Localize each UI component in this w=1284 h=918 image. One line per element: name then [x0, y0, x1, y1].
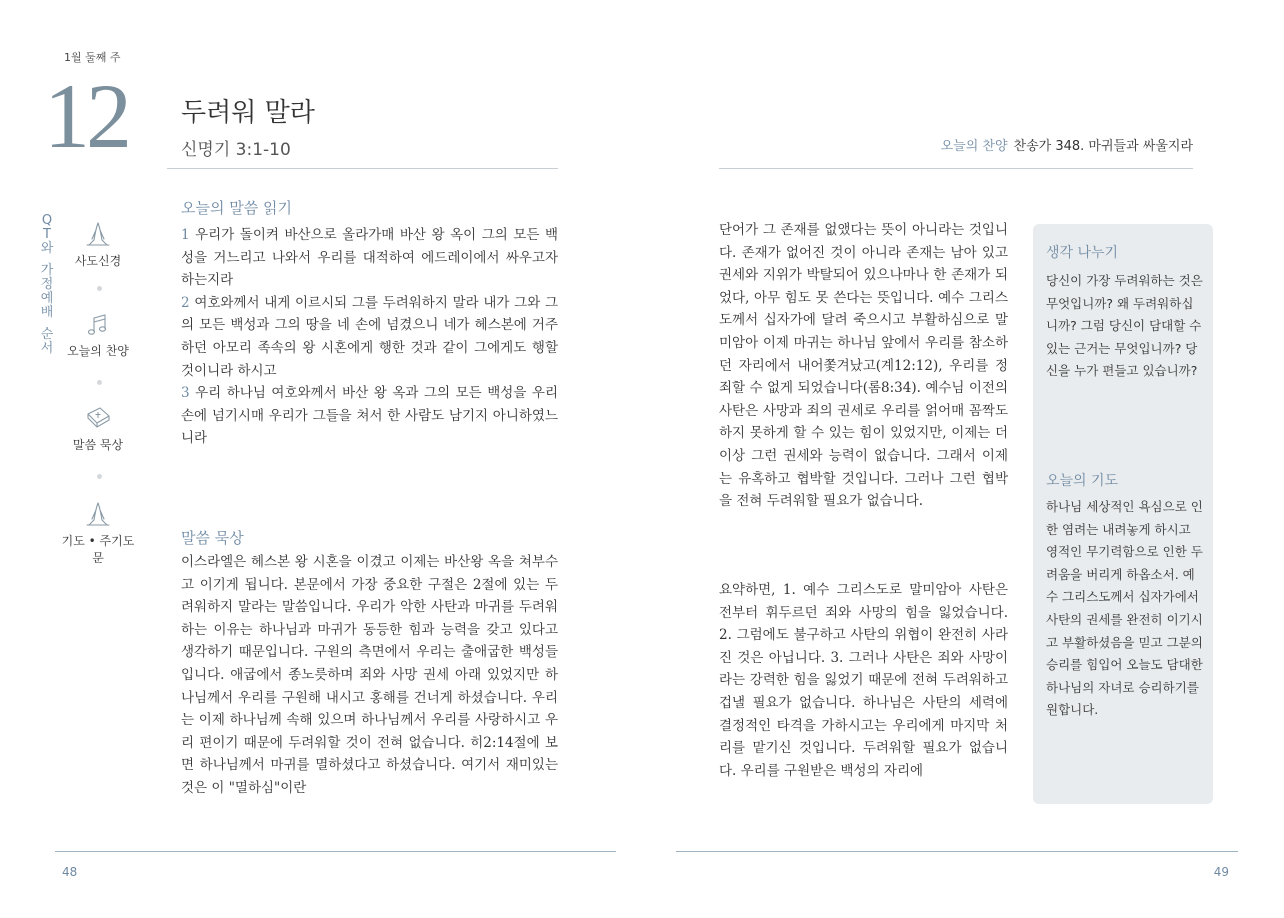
order-step-hymn: [58, 310, 138, 359]
music-note-icon: [83, 310, 113, 338]
meditation-summary: 요약하면, 1. 예수 그리스도로 말미암아 사탄은 전부터 휘두르던 죄와 사망의 힘을 잃었습니다. 2. 그럼에도 불구하고 사탄의 위협이 완전히 사라진 것은 아닙니다. 3. 그러나 사탄은 죄와 사망이라는 강력한 힘을 잃었기 때문에 전혀 두려워하고 겁낼 필요가 없습니다. 하나님은 사탄의 세력에 결정적인 타격을 가하시고는 우리에게 마지막 처리를 맡기신 것입니다. 두려워할 필요가 없습니다. 우리를 구원받은 백성의 자리에: [719, 582, 1008, 779]
share-text: 당신이 가장 두려워하는 것은 무엇입니까? 왜 두려워하십니까? 그럼 당신이 담대할 수 있는 근거는 무엇입니까? 당신을 누가 편들고 있습니까?: [1046, 273, 1203, 379]
order-step-prayer: [58, 500, 138, 566]
order-step-label: 말씀 묵상: [72, 438, 124, 452]
verse: [181, 224, 558, 292]
meditation-continued: 단어가 그 존재를 없앴다는 뜻이 아니라는 것입니다. 존재가 없어진 것이 아니라 존재는 남아 있고 권세와 지위가 박탈되어 있으나마나 한 존재가 되었다, 아무 힘도 못 쓴다는 뜻입니다. 예수 그리스도께서 십자가에 달려 죽으시고 부활하심으로 말미암아 이제 마귀는 하나님 앞에서 우리를 참소하던 자리에서 내어쫓겨났고(계12:12), 우리를 정죄할 수 없게 되었습니다(롬8:34). 예수님 이전의 사탄은 사망과 죄의 권세로 우리를 얽어매 꼼짝도 하지 못하게 할 수 있는 힘이 있었지만, 이제는 더 이상 그런 권세와 능력이 없습니다. 그래서 이제는 유혹하고 협박할 것입니다. 그러나 그런 협박을 전혀 두려워할 필요가 없습니다.: [719, 222, 1008, 510]
vertical-order-title: Q T 와 가 정 예 배 순 서: [40, 213, 54, 356]
verse-number: 3: [181, 385, 190, 402]
hymn-title: 찬송가 348. 마귀들과 싸울지라: [1013, 139, 1193, 154]
praying-hands-icon: [83, 220, 113, 248]
meditation-body: 이스라엘은 헤스본 왕 시혼을 이겼고 이제는 바산왕 옥을 쳐부수고 이기게 됩니다. 본문에서 가장 중요한 구절은 2절에 있는 두려워하지 말라는 말씀입니다. 우리가 악한 사탄과 마귀를 두려워하는 이유는 하나님과 마귀가 동등한 힘과 능력을 갖고 있다고 생각하기 때문입니다. 구원의 측면에서 우리는 출애굽한 백성들입니다. 애굽에서 종노릇하며 죄와 사망 권세 아래 있었지만 하나님께서 우리를 구원해 내시고 홍해를 건너게 하셨습니다. 우리는 이제 하나님께 속해 있으며 하나님께서 우리를 사랑하시고 우리 편이기 때문에 두려워할 것이 전혀 없습니다. 히2:14절에 보면 하나님께서 마귀를 멸하셨다고 하셨습니다. 여기서 재미있는 것은 이 "멸하심"이란: [181, 554, 558, 796]
page-number-right: 49: [1213, 865, 1229, 879]
reading-body: [181, 224, 558, 450]
verse-text: 여호와께서 내게 이르시되 그를 두려워하지 말라 내가 그와 그의 모든 백성과 그의 땅을 네 손에 넘겼으니 네가 헤스본에 거주하던 아모리 족속의 왕 시혼에게 행한 것과 같이 그에게도 행할 것이니라 하시고: [181, 294, 559, 379]
prayer-text: 하나님 세상적인 욕심으로 인한 염려는 내려놓게 하시고 영적인 무기력함으로 인한 두려움을 버리게 하옵소서. 예수 그리스도께서 십자가에서 사탄의 권세를 완전히 이기시고 부활하셨음을 믿고 그분의 승리를 힘입어 오늘도 담대한 하나님의 자녀로 승리하기를 원합니다.: [1046, 499, 1203, 718]
footer-divider-left: [55, 851, 616, 852]
order-step-label: 사도신경: [74, 254, 122, 268]
verse: [181, 382, 558, 450]
order-step-meditation: [58, 404, 138, 453]
header-divider-left: [167, 168, 558, 169]
footer-divider-right: [676, 851, 1238, 852]
meditation-heading: 말씀 묵상: [181, 529, 244, 547]
order-step-separator: [97, 474, 102, 479]
praying-hands-icon: [83, 500, 113, 528]
hymn-info: [941, 135, 1193, 154]
week-label: 1월 둘째 주: [64, 51, 121, 64]
scripture-reference: 신명기 3:1-10: [181, 140, 291, 160]
verse-text: 우리 하나님 여호와께서 바산 왕 옥과 그의 모든 백성을 우리 손에 넘기시매 우리가 그들을 쳐서 한 사람도 남기지 아니하였느니라: [181, 385, 558, 447]
prayer-heading: 오늘의 기도: [1046, 473, 1119, 489]
day-number: 12: [44, 65, 128, 167]
verse: [181, 292, 558, 382]
reading-heading: 오늘의 말씀 읽기: [181, 199, 292, 217]
order-step-label: 기도 • 주기도문: [61, 534, 135, 565]
share-heading: 생각 나누기: [1046, 245, 1119, 261]
page-title: 두려워 말라: [181, 98, 315, 128]
header-divider-right: [719, 168, 1193, 169]
hymn-label: 오늘의 찬양: [940, 139, 1008, 154]
page-number-left: 48: [62, 865, 78, 879]
order-step-separator: [97, 286, 102, 291]
order-step-label: 오늘의 찬양: [67, 344, 129, 358]
bible-book-icon: [83, 404, 113, 432]
verse-number: 1: [181, 227, 190, 243]
verse-number: 2: [181, 294, 190, 311]
order-step-separator: [97, 380, 102, 385]
order-step-creed: [58, 220, 138, 269]
verse-text: 우리가 돌이켜 바산으로 올라가매 바산 왕 옥이 그의 모든 백성을 거느리고 나와서 우리를 대적하여 에드레이에서 싸우고자 하는지라: [181, 227, 558, 289]
